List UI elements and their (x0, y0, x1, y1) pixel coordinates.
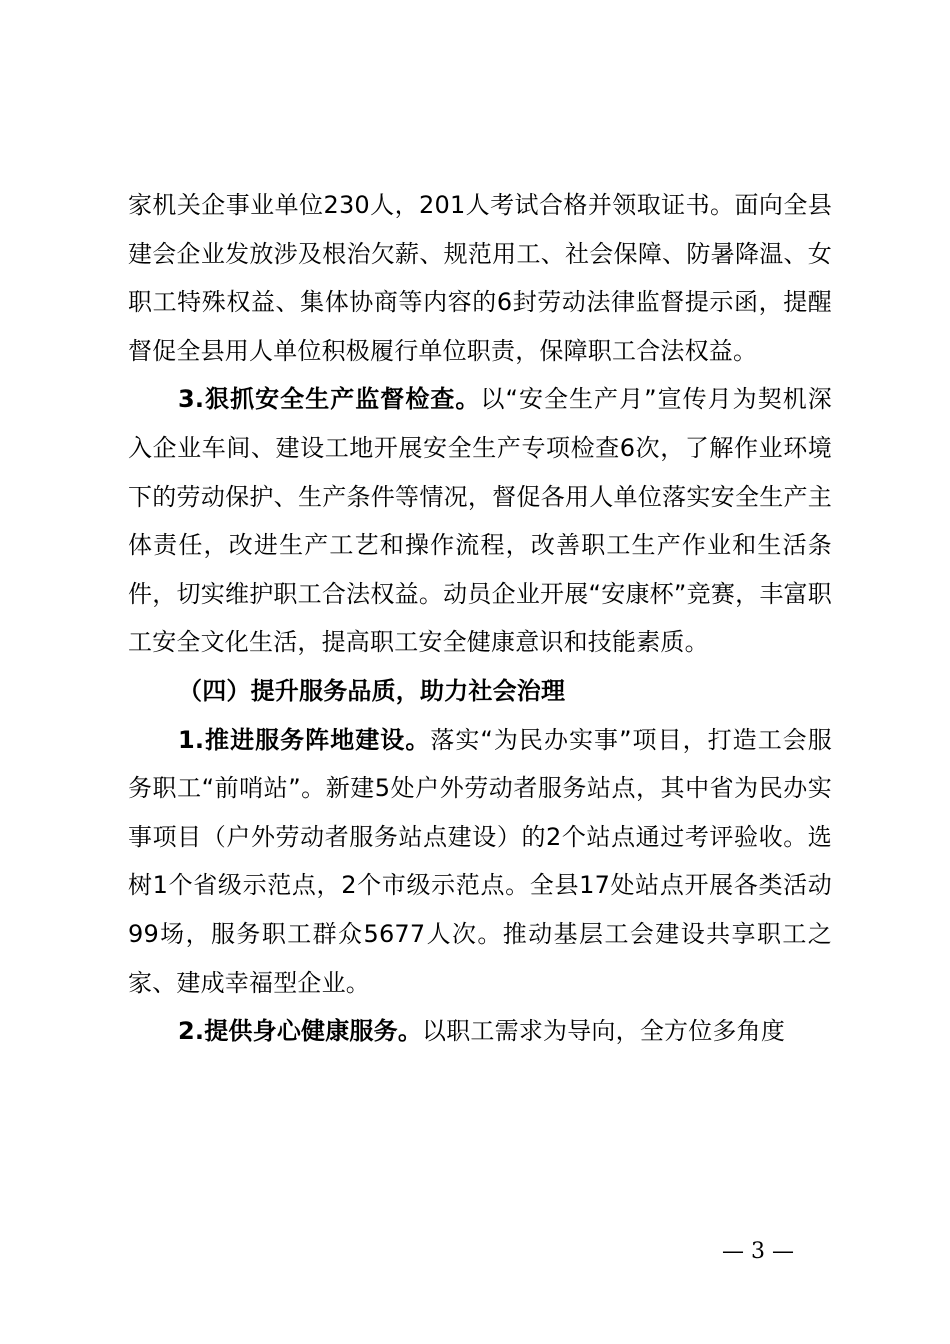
paragraph-text: 以“安全生产月”宣传月为契机深入企业车间、建设工地开展安全生产专项检查6次，了解作业环境下的劳动保护、生产条件等情况，督促各用人单位落实安全生产主体责任，改进生产工艺和操作流程，改善职工生产作业和生活条件，切实维护职工合法权益。动员企业开展“安康杯”竞赛，丰富职工安全文化生活，提高职工安全健康意识和技能素质。 (128, 385, 832, 657)
paragraph-safety-inspection (128, 375, 832, 667)
paragraph-text: 落实“为民办实事”项目，打造工会服务职工“前哨站”。新建5处户外劳动者服务站点，其中省为民办实事项目（户外劳动者服务站点建设）的2个站点通过考评验收。选树1个省级示范点，2个市级示范点。全县17处站点开展各类活动99场，服务职工群众5677人次。推动基层工会建设共享职工之家、建成幸福型企业。 (128, 725, 832, 997)
paragraph-lead: 2.提供身心健康服务。 (178, 1017, 423, 1046)
paragraph-lead: 3.狠抓安全生产监督检查。 (178, 385, 481, 414)
document-body (128, 181, 832, 1056)
section-heading: （四）提升服务品质，助力社会治理 (178, 676, 566, 705)
paragraph-service-stations (128, 716, 832, 1008)
paragraph-lead: 1.推进服务阵地建设。 (178, 725, 431, 754)
paragraph-continuation (128, 181, 832, 375)
paragraph-text: 家机关企事业单位230人，201人考试合格并领取证书。面向全县建会企业发放涉及根治欠薪、规范用工、社会保障、防暑降温、女职工特殊权益、集体协商等内容的6封劳动法律监督提示函，提醒督促全县用人单位积极履行单位职责，保障职工合法权益。 (128, 191, 832, 365)
page-number: — 3 — (722, 1239, 794, 1264)
paragraph-health-service (128, 1007, 832, 1056)
paragraph-text: 以职工需求为导向，全方位多角度 (422, 1017, 786, 1046)
